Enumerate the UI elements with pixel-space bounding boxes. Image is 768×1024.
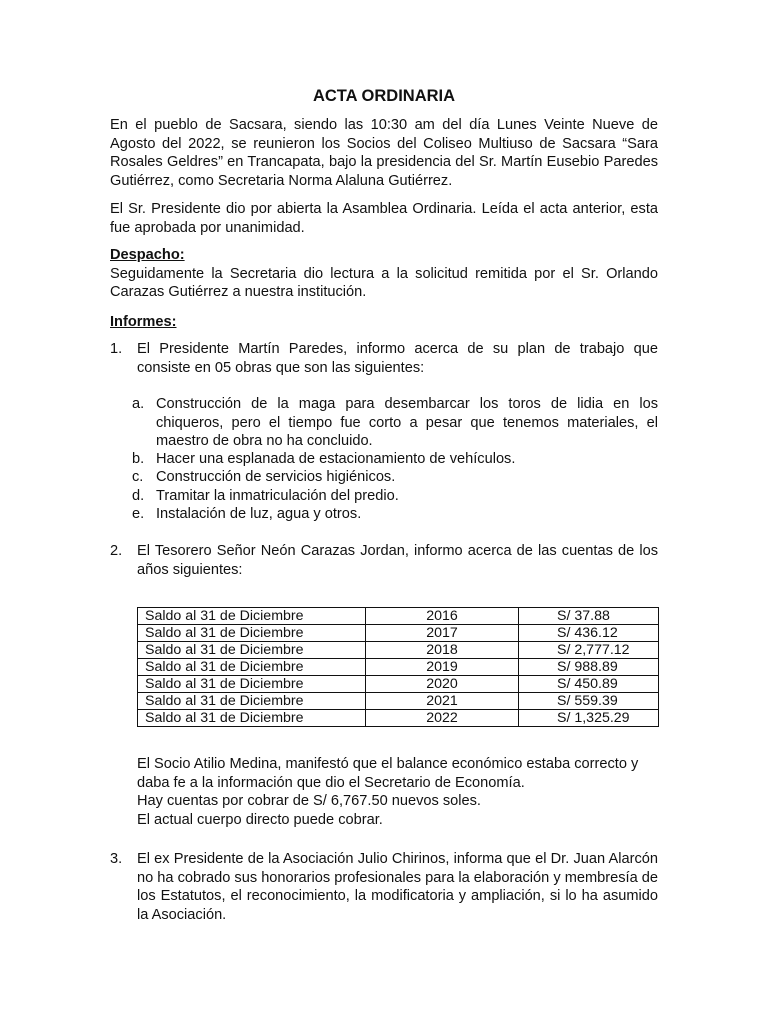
despacho-section — [110, 246, 658, 302]
saldo-label-cell: Saldo al 31 de Diciembre — [138, 642, 366, 659]
intro-paragraph: En el pueblo de Sacsara, siendo las 10:30 am del día Lunes Veinte Nueve de Agosto del 2022, se reunieron los Socios del Coliseo Multiuso de Sacsara “Sara Rosales Geldres” en Trancapata, bajo la presidencia del Sr. Martín Eusebio Paredes Gutiérrez, como Secretaria Norma Alaluna Gutiérrez. — [110, 117, 658, 189]
despacho-heading: Despacho: — [110, 247, 185, 263]
sub-item-text: Hacer una esplanada de estacionamiento de vehículos. — [156, 451, 516, 467]
table-row — [138, 642, 659, 659]
sub-item-text: Construcción de la maga para desembarcar los toros de lidia en los chiqueros, pero el tiempo fue corto a pesar que tenemos materiales, el maestro de obra no ha concluido. — [156, 396, 658, 450]
saldo-year-cell: 2021 — [366, 693, 519, 710]
item-number: 1. — [110, 341, 123, 357]
sub-item-letter: d. — [132, 488, 145, 504]
sub-item-letter: e. — [132, 506, 145, 522]
saldo-label-cell: Saldo al 31 de Diciembre — [138, 710, 366, 727]
saldo-label-cell: Saldo al 31 de Diciembre — [138, 693, 366, 710]
saldo-amount-cell: S/ 450.89 — [519, 676, 659, 693]
saldo-amount-cell: S/ 1,325.29 — [519, 710, 659, 727]
saldo-label-cell: Saldo al 31 de Diciembre — [138, 659, 366, 676]
item-text: El Tesorero Señor Neón Carazas Jordan, informo acerca de las cuentas de los años siguientes: — [137, 543, 658, 578]
despacho-text: Seguidamente la Secretaria dio lectura a la solicitud remitida por el Sr. Orlando Carazas Gutiérrez a nuestra institución. — [110, 265, 658, 301]
saldo-label-cell: Saldo al 31 de Diciembre — [138, 676, 366, 693]
saldo-amount-cell: S/ 436.12 — [519, 625, 659, 642]
opening-paragraph: El Sr. Presidente dio por abierta la Asamblea Ordinaria. Leída el acta anterior, esta fue aprobada por unanimidad. — [110, 201, 658, 236]
balance-note: El Socio Atilio Medina, manifestó que el balance económico estaba correcto y daba fe a la información que dio el Secretario de Economía. — [137, 756, 639, 791]
saldos-table — [137, 607, 659, 727]
item-text: El ex Presidente de la Asociación Julio Chirinos, informa que el Dr. Juan Alarcón no ha cobrado sus honorarios profesionales para la elaboración y membresía de los Estatutos, el reconocimiento, la modificatoria y ampliación, si lo ha asumido la Asociación. — [137, 851, 658, 923]
saldo-year-cell: 2022 — [366, 710, 519, 727]
saldo-year-cell: 2019 — [366, 659, 519, 676]
balance-note: El actual cuerpo directo puede cobrar. — [137, 811, 383, 828]
table-row — [138, 608, 659, 625]
saldo-year-cell: 2018 — [366, 642, 519, 659]
saldo-year-cell: 2016 — [366, 608, 519, 625]
item-text: El Presidente Martín Paredes, informo acerca de su plan de trabajo que consiste en 05 obras que son las siguientes: — [137, 341, 658, 376]
saldo-amount-cell: S/ 37.88 — [519, 608, 659, 625]
balance-notes — [137, 755, 658, 829]
sub-item-letter: c. — [132, 469, 144, 485]
sub-item-letter: a. — [132, 396, 145, 412]
table-row — [138, 693, 659, 710]
table-row — [138, 710, 659, 727]
item-number: 2. — [110, 543, 123, 559]
sub-item-text: Tramitar la inmatriculación del predio. — [156, 488, 399, 504]
saldo-amount-cell: S/ 559.39 — [519, 693, 659, 710]
sub-item-letter: b. — [132, 451, 145, 467]
saldo-year-cell: 2017 — [366, 625, 519, 642]
table-row — [138, 659, 659, 676]
sub-item-text: Construcción de servicios higiénicos. — [156, 469, 396, 485]
item-number: 3. — [110, 851, 123, 867]
saldo-amount-cell: S/ 988.89 — [519, 659, 659, 676]
saldo-year-cell: 2020 — [366, 676, 519, 693]
saldo-label-cell: Saldo al 31 de Diciembre — [138, 608, 366, 625]
sub-item-text: Instalación de luz, agua y otros. — [156, 506, 362, 522]
document-title: ACTA ORDINARIA — [312, 87, 456, 105]
saldo-amount-cell: S/ 2,777.12 — [519, 642, 659, 659]
informes-heading: Informes: — [110, 314, 177, 330]
table-row — [138, 676, 659, 693]
table-row — [138, 625, 659, 642]
saldo-label-cell: Saldo al 31 de Diciembre — [138, 625, 366, 642]
balance-note: Hay cuentas por cobrar de S/ 6,767.50 nuevos soles. — [137, 793, 481, 810]
